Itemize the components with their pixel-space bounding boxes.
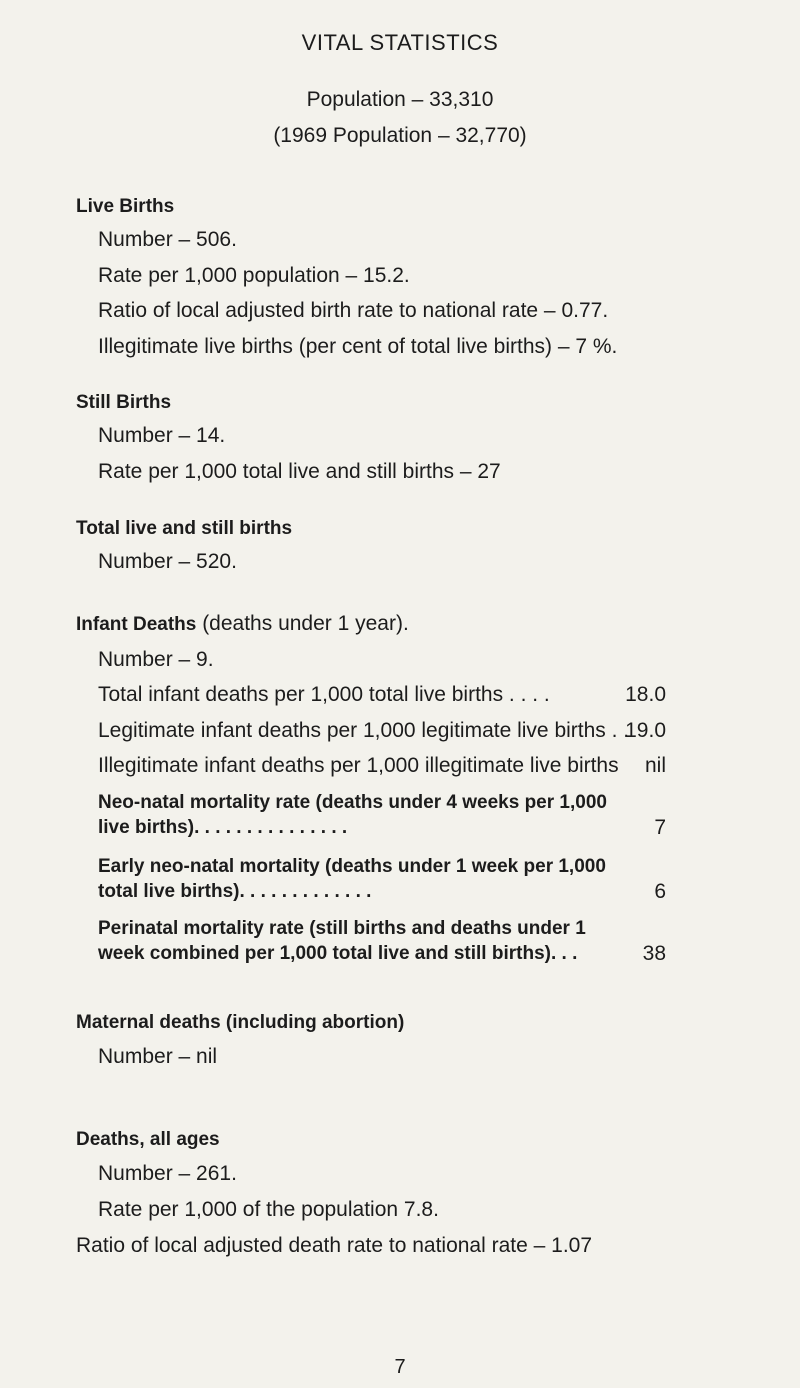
- row-label-line1: Neo-natal mortality rate (deaths under 4 weeks per 1,000: [98, 792, 607, 813]
- population-current: Population – 33,310: [306, 88, 494, 111]
- row-value: nil: [644, 754, 666, 777]
- row-value: 7: [654, 816, 666, 839]
- live-births-heading: Live Births: [76, 196, 175, 217]
- row-label-line1: Perinatal mortality rate (still births and deaths under 1: [98, 918, 586, 939]
- deaths-number: Number – 261.: [98, 1162, 237, 1185]
- infant-deaths-heading-rest: (deaths under 1 year).: [196, 612, 409, 635]
- page-title: VITAL STATISTICS: [301, 30, 499, 55]
- row-value: 6: [654, 880, 666, 903]
- deaths-rate: Rate per 1,000 of the population 7.8.: [98, 1198, 439, 1221]
- population-previous: (1969 Population – 32,770): [273, 124, 527, 147]
- total-births-heading: Total live and still births: [76, 518, 293, 539]
- live-births-rate: Rate per 1,000 population – 15.2.: [98, 264, 410, 287]
- row-label-line1: Early neo-natal mortality (deaths under 1 week per 1,000: [98, 856, 606, 877]
- deaths-all-ages-heading: Deaths, all ages: [76, 1129, 220, 1150]
- page-number: 7: [394, 1356, 406, 1378]
- still-births-heading: Still Births: [76, 392, 172, 413]
- live-births-number: Number – 506.: [98, 228, 237, 251]
- row-label: Total infant deaths per 1,000 total live births . . . .: [98, 683, 550, 706]
- deaths-ratio: Ratio of local adjusted death rate to national rate – 1.07: [76, 1234, 593, 1257]
- live-births-ratio: Ratio of local adjusted birth rate to national rate – 0.77.: [98, 299, 609, 322]
- row-label-line2: total live births). . . . . . . . . . . . .: [98, 881, 372, 902]
- still-births-number: Number – 14.: [98, 424, 226, 447]
- row-label-line2: live births). . . . . . . . . . . . . . .: [98, 817, 348, 838]
- row-value: 18.0: [625, 683, 666, 706]
- maternal-deaths-heading: Maternal deaths (including abortion): [76, 1012, 405, 1033]
- still-births-rate: Rate per 1,000 total live and still births – 27: [98, 460, 501, 483]
- maternal-deaths-number: Number – nil: [98, 1045, 218, 1068]
- row-label-line2: week combined per 1,000 total live and still births). . .: [98, 943, 578, 964]
- live-births-illegitimate: Illegitimate live births (per cent of total live births) – 7 %.: [98, 335, 618, 358]
- perinatal-mortality-row: [98, 916, 666, 966]
- row-label: Illegitimate infant deaths per 1,000 illegitimate live births: [98, 754, 619, 777]
- row-value: 38: [642, 942, 666, 965]
- row-label: Legitimate infant deaths per 1,000 legitimate live births . .: [98, 719, 630, 742]
- early-neonatal-mortality-row: [98, 854, 666, 904]
- infant-deaths-heading-bold: Infant Deaths: [76, 614, 197, 635]
- infant-deaths-heading: [76, 612, 409, 636]
- neonatal-mortality-row: [98, 790, 666, 840]
- total-births-number: Number – 520.: [98, 550, 237, 573]
- row-value: 19.0: [625, 719, 666, 742]
- infant-deaths-number: Number – 9.: [98, 648, 214, 671]
